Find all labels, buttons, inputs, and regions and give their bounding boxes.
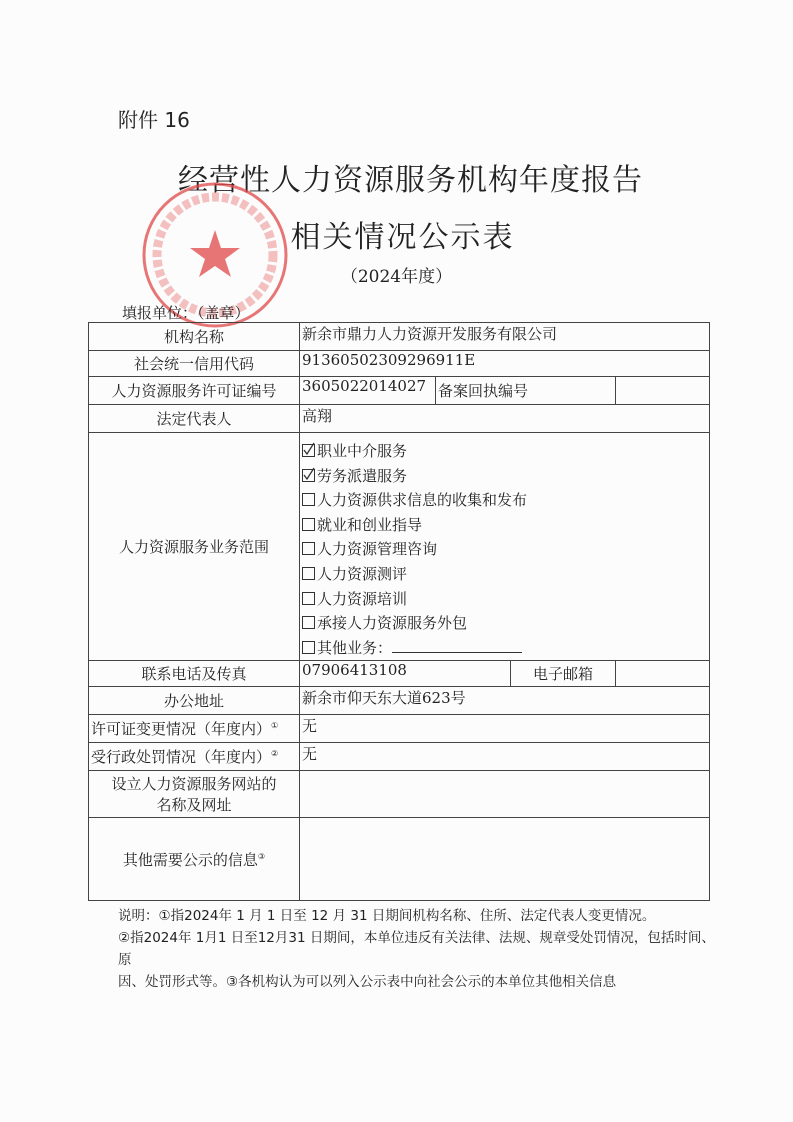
scope-item (302, 636, 707, 661)
filing-receipt-label: 备案回执编号 (436, 377, 616, 405)
checkbox[interactable] (302, 444, 315, 457)
note-line: 因、处罚形式等。③各机构认为可以列入公示表中向社会公示的本单位其他相关信息 (118, 974, 617, 990)
website-value (300, 771, 710, 818)
scope-item-label: 人力资源管理咨询 (317, 540, 438, 559)
attachment-number: 附件 16 (118, 108, 190, 132)
checkmark-icon (303, 442, 315, 456)
license-value: 3605022014027 (300, 377, 436, 405)
license-change-label: 许可证变更情况（年度内） (91, 720, 272, 739)
note-line: 说明：①指2024年 1 月 1 日至 12 月 31 日期间机构名称、住所、法定代表人变更情况。 (118, 908, 656, 924)
address-label: 办公地址 (89, 687, 300, 715)
scope-item (302, 537, 707, 562)
license-change-value: 无 (300, 715, 710, 743)
other-business-blank[interactable] (392, 652, 522, 653)
scope-item (302, 464, 707, 489)
website-label-2: 名称及网址 (156, 796, 232, 815)
note-line: ②指2024年 1月1 日至12月31 日期间，本单位违反有关法律、法规、规章受处罚情况，包括时间、原 (118, 930, 715, 968)
penalty-label: 受行政处罚情况（年度内） (91, 748, 272, 767)
scope-item-label: 承接人力资源服务外包 (317, 614, 468, 633)
credit-code-value: 91360502309296911E (300, 351, 710, 377)
title-line-1: 经营性人力资源服务机构年度报告 (178, 163, 643, 198)
filing-receipt-value (615, 377, 709, 405)
scope-list (300, 433, 710, 661)
phone-value: 07906413108 (300, 661, 511, 687)
note-1-marker: ① (271, 721, 279, 731)
checkmark-icon (303, 467, 315, 481)
scope-item (302, 587, 707, 612)
phone-label: 联系电话及传真 (89, 661, 300, 687)
checkbox[interactable] (302, 616, 315, 629)
checkbox[interactable] (302, 641, 315, 654)
note-2-marker: ② (271, 749, 279, 759)
scope-item-label: 其他业务： (317, 638, 393, 657)
scope-item (302, 611, 707, 636)
org-name-label: 机构名称 (89, 323, 300, 351)
notes (118, 905, 718, 993)
disclosure-table (88, 322, 710, 901)
legal-rep-value: 高翔 (300, 405, 710, 433)
scope-item-label: 人力资源供求信息的收集和发布 (317, 491, 528, 510)
license-label: 人力资源服务许可证编号 (89, 377, 300, 405)
scope-item-label: 人力资源测评 (317, 564, 408, 583)
address-value: 新余市仰天东大道623号 (300, 687, 710, 715)
legal-rep-label: 法定代表人 (89, 405, 300, 433)
scope-item (302, 439, 707, 464)
org-name-value: 新余市鼎力人力资源开发服务有限公司 (300, 323, 710, 351)
other-info-label: 其他需要公示的信息 (122, 850, 258, 869)
scope-item-label: 人力资源培训 (317, 589, 408, 608)
other-info-value (300, 818, 710, 901)
filing-unit-label: 填报单位：（盖章） (122, 304, 250, 322)
checkbox[interactable] (302, 542, 315, 555)
checkbox[interactable] (302, 518, 315, 531)
website-label-1: 设立人力资源服务网站的 (111, 775, 277, 794)
scope-item-label: 就业和创业指导 (317, 515, 423, 534)
note-3-marker: ③ (257, 851, 266, 861)
penalty-value: 无 (300, 743, 710, 771)
email-value (615, 661, 709, 687)
checkbox[interactable] (302, 493, 315, 506)
credit-code-label: 社会统一信用代码 (89, 351, 300, 377)
checkbox[interactable] (302, 469, 315, 482)
checkbox[interactable] (302, 567, 315, 580)
scope-label: 人力资源服务业务范围 (89, 433, 300, 661)
email-label: 电子邮箱 (510, 661, 615, 687)
report-year: （2024年度） (340, 267, 453, 287)
scope-item (302, 513, 707, 538)
scope-item (302, 562, 707, 587)
scope-item (302, 488, 707, 513)
scope-item-label: 职业中介服务 (317, 442, 408, 460)
checkbox[interactable] (302, 592, 315, 605)
title-line-2: 相关情况公示表 (290, 220, 515, 255)
scope-item-label: 劳务派遣服务 (317, 466, 408, 485)
